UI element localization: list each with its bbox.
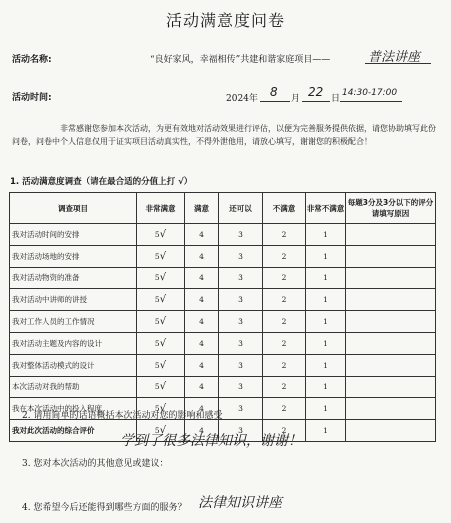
activity-name-label: 活动名称:: [12, 55, 52, 65]
score-option[interactable]: [185, 332, 219, 354]
month-underline: [260, 101, 290, 102]
score-option[interactable]: [185, 289, 219, 311]
score-option[interactable]: [185, 354, 219, 376]
score-value: 5: [154, 251, 160, 261]
check-mark-icon: √: [159, 294, 167, 306]
check-mark-icon: √: [159, 337, 167, 349]
score-option[interactable]: [219, 311, 263, 333]
question-4: 4. 您希望今后还能得到哪些方面的服务？: [22, 503, 187, 513]
check-mark-icon: √: [159, 359, 167, 371]
score-option[interactable]: [185, 311, 219, 333]
score-option[interactable]: [263, 332, 306, 354]
score-option[interactable]: [263, 267, 306, 289]
score-value: 2: [281, 382, 287, 392]
score-value: 4: [199, 360, 204, 370]
score-value: 5: [154, 338, 160, 348]
survey-item: 本次活动对我的帮助: [10, 376, 137, 398]
table-row: [10, 354, 436, 376]
survey-item: 我对整体活动模式的设计: [10, 354, 137, 376]
table-row: [10, 224, 436, 246]
score-option[interactable]: [306, 245, 346, 267]
day-underline: [302, 101, 330, 102]
score-option[interactable]: [137, 224, 185, 246]
score-option[interactable]: [219, 224, 263, 246]
score-value: 2: [281, 360, 287, 370]
score-option[interactable]: [219, 398, 263, 420]
check-mark-icon: √: [159, 381, 167, 393]
score-option[interactable]: [137, 289, 185, 311]
table-header-row: [10, 193, 436, 224]
score-option[interactable]: [185, 224, 219, 246]
score-value: 4: [199, 273, 204, 283]
score-value: 2: [281, 251, 287, 261]
score-option[interactable]: [306, 332, 346, 354]
score-option[interactable]: [306, 267, 346, 289]
check-mark-icon: √: [159, 425, 167, 437]
survey-item: 我在本次活动中的投入程度: [10, 398, 137, 420]
reason-cell[interactable]: [346, 354, 436, 376]
score-value: 3: [238, 273, 243, 283]
year-text: 2024年: [226, 94, 258, 104]
score-option[interactable]: [137, 311, 185, 333]
score-value: 2: [281, 338, 287, 348]
check-mark-icon: √: [159, 250, 167, 262]
score-option[interactable]: [185, 267, 219, 289]
score-value: 2: [281, 426, 287, 436]
score-value: 1: [323, 404, 328, 414]
score-value: 1: [323, 295, 328, 305]
header-unsatisfied: 不满意: [263, 193, 306, 224]
score-option[interactable]: [263, 376, 306, 398]
page-title: 活动满意度问卷: [165, 11, 285, 30]
score-value: 2: [281, 229, 287, 239]
score-value: 3: [238, 295, 243, 305]
score-value: 5: [154, 404, 160, 414]
score-option[interactable]: [219, 354, 263, 376]
score-value: 1: [323, 273, 328, 283]
score-option[interactable]: [219, 267, 263, 289]
score-option[interactable]: [219, 289, 263, 311]
score-value: 4: [199, 229, 204, 239]
score-option[interactable]: [185, 376, 219, 398]
score-value: 1: [323, 360, 328, 370]
score-value: 1: [323, 382, 328, 392]
score-value: 4: [199, 338, 204, 348]
score-value: 4: [199, 426, 204, 436]
score-option[interactable]: [137, 376, 185, 398]
header-satisfied: 满意: [185, 193, 219, 224]
score-value: 2: [281, 404, 287, 414]
score-option[interactable]: [306, 311, 346, 333]
satisfaction-table: [9, 192, 436, 442]
score-value: 3: [238, 404, 243, 414]
survey-item: 我对此次活动的综合评价: [10, 420, 137, 442]
intro-paragraph: 非常感谢您参加本次活动，为更有效地对活动效果进行评估，以便为完善服务提供依据，请您协助填写此份问卷，问卷中个人信息仅用于证实项目活动真实性，不得外泄他用，请放心填写，谢谢您的积极配合！: [12, 124, 436, 146]
score-value: 3: [238, 317, 243, 327]
score-value: 5: [154, 295, 160, 305]
reason-cell[interactable]: [346, 420, 436, 442]
score-option[interactable]: [263, 289, 306, 311]
score-option[interactable]: [306, 354, 346, 376]
activity-handwritten-name: 普法讲座: [368, 50, 421, 65]
check-mark-icon: √: [159, 403, 167, 415]
score-value: 3: [238, 382, 243, 392]
survey-item: 我对工作人员的工作情况: [10, 311, 137, 333]
score-value: 1: [323, 426, 328, 436]
score-value: 5: [154, 426, 160, 436]
table-row: [10, 376, 436, 398]
score-option[interactable]: [263, 311, 306, 333]
survey-item: 我对活动场地的安排: [10, 245, 137, 267]
question-3: 3. 您对本次活动的其他意见或建议：: [22, 459, 169, 469]
score-value: 1: [323, 317, 328, 327]
score-option[interactable]: [306, 420, 346, 442]
time-value: 14:30-17:00: [342, 88, 398, 98]
header-reason: 每题3分及3分以下的评分请填写原因: [346, 193, 436, 224]
header-item: 调查项目: [10, 193, 137, 224]
table-row: [10, 311, 436, 333]
score-option[interactable]: [306, 224, 346, 246]
survey-item: 我对活动中讲师的讲授: [10, 289, 137, 311]
check-mark-icon: √: [159, 228, 167, 240]
table-row: [10, 267, 436, 289]
check-mark-icon: √: [159, 316, 167, 328]
check-mark-icon: √: [159, 272, 167, 284]
score-option[interactable]: [306, 376, 346, 398]
score-option[interactable]: [137, 332, 185, 354]
table-row: [10, 332, 436, 354]
section1-title: 1. 活动满意度调查（请在最合适的分值上打 √）: [10, 177, 193, 187]
score-value: 5: [154, 273, 160, 283]
header-very-unsatisfied: 非常不满意: [306, 193, 346, 224]
score-value: 5: [154, 360, 160, 370]
score-option[interactable]: [263, 245, 306, 267]
score-value: 3: [238, 338, 243, 348]
reason-cell[interactable]: [346, 224, 436, 246]
header-very-satisfied: 非常满意: [137, 193, 185, 224]
score-option[interactable]: [185, 245, 219, 267]
score-value: 1: [323, 251, 328, 261]
score-value: 5: [154, 382, 160, 392]
score-option[interactable]: [219, 332, 263, 354]
reason-cell[interactable]: [346, 311, 436, 333]
survey-item: 我对活动物资的准备: [10, 267, 137, 289]
table-row: [10, 245, 436, 267]
score-value: 3: [238, 360, 243, 370]
survey-item: 我对活动主题及内容的设计: [10, 332, 137, 354]
score-value: 1: [323, 338, 328, 348]
score-value: 3: [238, 251, 243, 261]
score-value: 2: [281, 273, 287, 283]
time-underline: [340, 101, 402, 102]
score-value: 4: [199, 317, 204, 327]
score-option[interactable]: [137, 267, 185, 289]
score-value: 4: [199, 295, 204, 305]
score-value: 2: [281, 295, 287, 305]
reason-cell[interactable]: [346, 267, 436, 289]
question-2: 2. 请用简单的话语概括本次活动对您的影响和感受: [22, 411, 223, 421]
score-option[interactable]: [137, 354, 185, 376]
reason-cell[interactable]: [346, 245, 436, 267]
reason-cell[interactable]: [346, 376, 436, 398]
month-value: 8: [270, 85, 278, 99]
score-option[interactable]: [219, 376, 263, 398]
score-value: 2: [281, 317, 287, 327]
answer-2: 学到了很多法律知识，谢谢！: [120, 433, 302, 449]
activity-time-label: 活动时间:: [12, 93, 52, 103]
score-option[interactable]: [306, 398, 346, 420]
score-value: 4: [199, 251, 204, 261]
reason-cell[interactable]: [346, 332, 436, 354]
day-text: 日: [331, 94, 341, 104]
score-option[interactable]: [306, 289, 346, 311]
answer-4: 法律知识讲座: [198, 495, 282, 511]
reason-cell[interactable]: [346, 289, 436, 311]
header-acceptable: 还可以: [219, 193, 263, 224]
score-value: 4: [199, 404, 204, 414]
activity-name-value: “良好家风，幸福相传”共建和谐家庭项目——: [150, 55, 331, 65]
score-value: 3: [238, 426, 243, 436]
score-option[interactable]: [263, 398, 306, 420]
score-value: 3: [238, 229, 243, 239]
table-row: [10, 289, 436, 311]
score-value: 5: [154, 229, 160, 239]
survey-item: 我对活动时间的安排: [10, 224, 137, 246]
day-value: 22: [308, 85, 324, 99]
score-value: 5: [154, 317, 160, 327]
score-value: 1: [323, 229, 328, 239]
score-option[interactable]: [263, 354, 306, 376]
score-option[interactable]: [263, 224, 306, 246]
score-option[interactable]: [137, 245, 185, 267]
reason-cell[interactable]: [346, 398, 436, 420]
score-value: 4: [199, 382, 204, 392]
month-text: 月: [291, 94, 301, 104]
score-option[interactable]: [219, 245, 263, 267]
activity-name-underline: [365, 63, 431, 64]
